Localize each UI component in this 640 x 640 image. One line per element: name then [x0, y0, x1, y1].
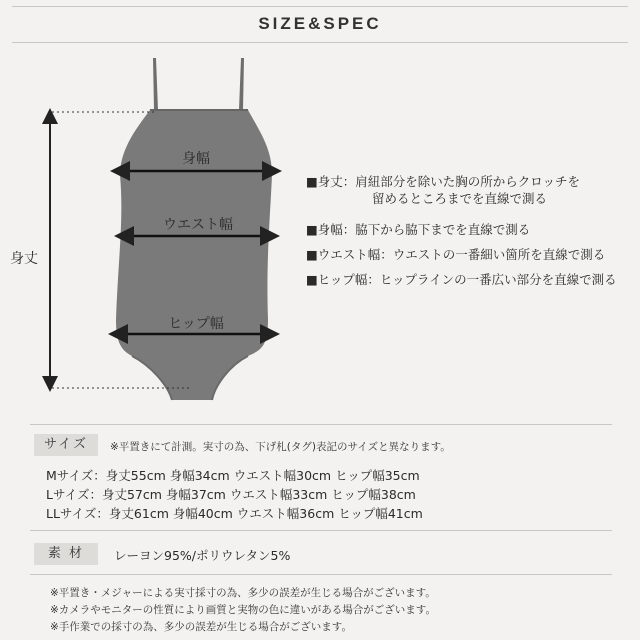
- hip-label: ヒップ幅: [168, 316, 224, 332]
- footnote-1: ※平置き・メジャーによる実寸採寸の為、多少の誤差が生じる場合がございます。: [50, 587, 436, 599]
- material-top-rule: [30, 530, 612, 531]
- spec-height-cont: 留めるところまでを直線で測る: [372, 191, 548, 206]
- height-label: 身丈: [10, 251, 38, 267]
- material-bottom-rule: [30, 574, 612, 575]
- waist-label: ウエスト幅: [163, 217, 233, 233]
- material-tag: 素 材: [34, 543, 98, 565]
- size-row-l: Lサイズ：身丈57cm 身幅37cm ウエスト幅33cm ヒップ幅38cm: [46, 487, 416, 502]
- footnote-2: ※カメラやモニターの性質により画質と実物の色に違いがある場合がございます。: [50, 604, 436, 616]
- spec-waist: ■ウエスト幅：ウエストの一番細い箇所を直線で測る: [306, 247, 606, 262]
- spec-chest: ■身幅：脇下から脇下までを直線で測る: [306, 222, 531, 237]
- size-note: ※平置きにて計測。実寸の為、下げ札(タグ)表記のサイズと異なります。: [110, 441, 451, 453]
- spec-height: ■身丈：肩紐部分を除いた胸の所からクロッチを: [306, 174, 581, 189]
- spec-hip: ■ヒップ幅：ヒップラインの一番広い部分を直線で測る: [306, 272, 617, 287]
- size-row-m: Mサイズ：身丈55cm 身幅34cm ウエスト幅30cm ヒップ幅35cm: [46, 468, 420, 483]
- size-row-ll: LLサイズ：身丈61cm 身幅40cm ウエスト幅36cm ヒップ幅41cm: [46, 506, 423, 521]
- page-title: SIZE&SPEC: [258, 14, 382, 33]
- size-tag: サイズ: [34, 434, 98, 456]
- chest-label: 身幅: [182, 151, 210, 167]
- footnote-3: ※手作業での採寸の為、多少の誤差が生じる場合がございます。: [50, 621, 352, 633]
- left-strap: [153, 58, 158, 110]
- material-value: レーヨン95%/ポリウレタン5%: [114, 548, 291, 563]
- right-strap: [239, 58, 244, 110]
- size-top-rule: [30, 424, 612, 425]
